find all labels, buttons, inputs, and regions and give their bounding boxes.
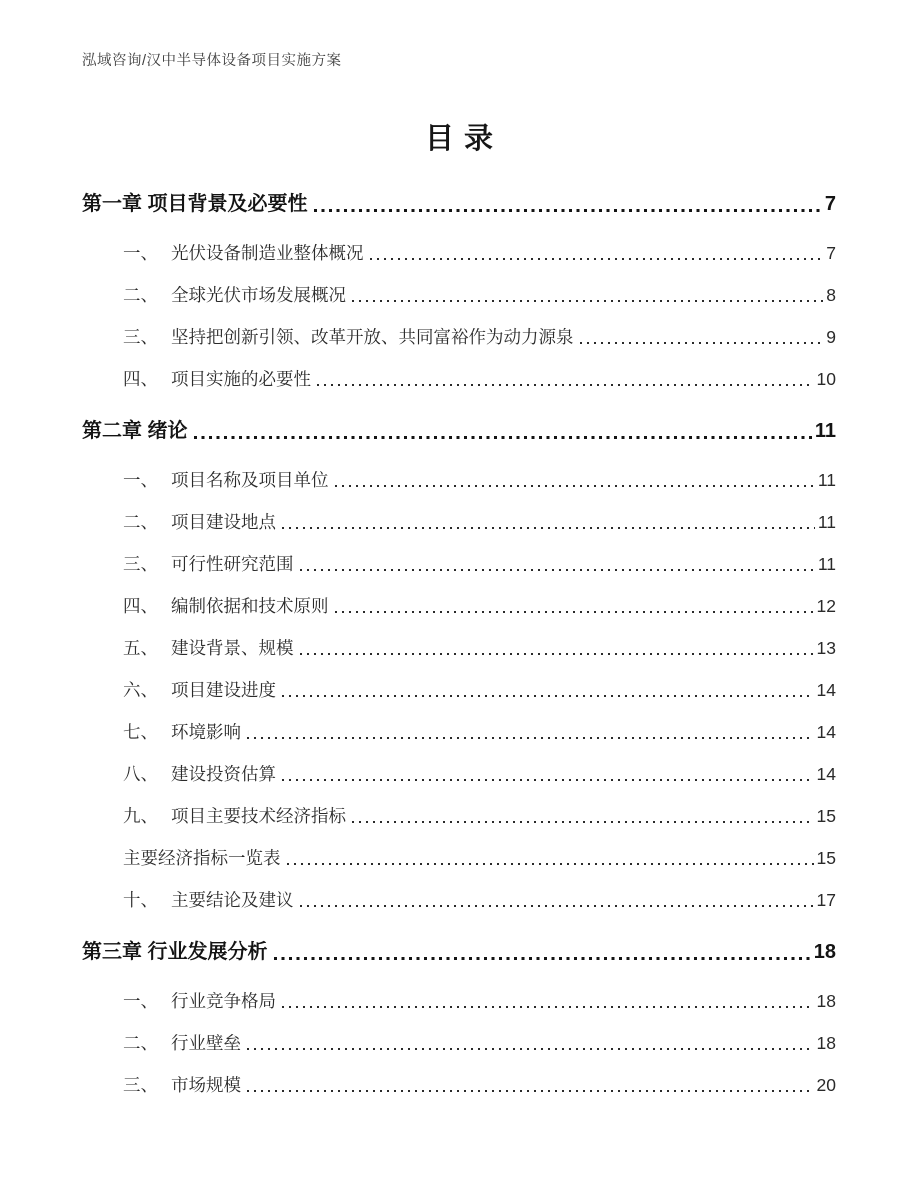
toc-chapter-label: 第三章 行业发展分析 — [82, 941, 268, 963]
toc-item-label: 市场规模 — [171, 1075, 241, 1095]
toc-item-prefix: 一、 — [123, 470, 158, 490]
toc-item-label: 坚持把创新引领、改革开放、共同富裕作为动力源泉 — [171, 327, 574, 347]
toc-item-label: 光伏设备制造业整体概况 — [171, 243, 364, 263]
dot-leader — [247, 737, 814, 739]
toc-item-row[interactable] — [82, 510, 836, 534]
toc-item-row[interactable] — [82, 241, 836, 265]
dot-leader — [352, 300, 823, 302]
toc-item-row[interactable] — [82, 1031, 836, 1055]
toc-item-page-number: 17 — [816, 890, 836, 910]
toc-item-label: 全球光伏市场发展概况 — [171, 285, 346, 305]
dot-leader — [300, 653, 814, 655]
dot-leader — [300, 569, 815, 571]
toc-item-label: 项目建设进度 — [171, 680, 276, 700]
toc-chapter-row-3[interactable] — [82, 939, 836, 965]
table-of-contents — [82, 191, 836, 1097]
toc-item-prefix: 一、 — [123, 991, 158, 1011]
toc-item-page-number: 18 — [816, 991, 836, 1011]
toc-item-row[interactable] — [82, 283, 836, 307]
toc-item-prefix: 一、 — [123, 243, 158, 263]
dot-leader — [282, 779, 814, 781]
toc-chapter-row-2[interactable] — [82, 418, 836, 444]
toc-item-page-number: 8 — [826, 285, 836, 305]
toc-item-row[interactable] — [82, 468, 836, 492]
toc-item-label: 编制依据和技术原则 — [171, 596, 329, 616]
toc-item-row[interactable] — [82, 804, 836, 828]
toc-item-prefix: 三、 — [123, 327, 158, 347]
dot-leader — [335, 611, 814, 613]
toc-item-row[interactable] — [82, 989, 836, 1013]
dot-leader — [352, 821, 814, 823]
toc-item-prefix: 七、 — [123, 722, 158, 742]
toc-item-label: 建设背景、规模 — [171, 638, 294, 658]
toc-item-label: 项目实施的必要性 — [171, 369, 311, 389]
toc-chapter-label: 第一章 项目背景及必要性 — [82, 193, 308, 215]
dot-leader — [317, 384, 814, 386]
dot-leader — [580, 342, 824, 344]
toc-item-page-number: 15 — [816, 806, 836, 826]
toc-item-prefix: 六、 — [123, 680, 158, 700]
toc-item-label: 环境影响 — [171, 722, 241, 742]
toc-item-page-number: 7 — [826, 243, 836, 263]
toc-item-row[interactable] — [82, 636, 836, 660]
page-title: 目录 — [424, 123, 503, 155]
toc-item-page-number: 12 — [816, 596, 836, 616]
toc-item-row[interactable] — [82, 678, 836, 702]
toc-item-row[interactable] — [82, 888, 836, 912]
toc-item-prefix: 二、 — [123, 285, 158, 305]
toc-item-row[interactable] — [82, 367, 836, 391]
toc-item-page-number: 9 — [826, 327, 836, 347]
toc-chapter-page-number: 18 — [813, 941, 836, 963]
toc-chapter-row-1[interactable] — [82, 191, 836, 217]
toc-item-prefix: 八、 — [123, 764, 158, 784]
dot-leader — [335, 485, 815, 487]
toc-item-page-number: 13 — [816, 638, 836, 658]
document-header: 泓域咨询/汉中半导体设备项目实施方案 — [82, 53, 342, 69]
toc-item-page-number: 15 — [816, 848, 836, 868]
toc-item-prefix: 四、 — [123, 596, 158, 616]
toc-item-page-number: 14 — [816, 722, 836, 742]
dot-leader — [287, 863, 814, 865]
toc-item-page-number: 11 — [817, 554, 836, 574]
toc-item-row[interactable] — [82, 594, 836, 618]
dot-leader — [247, 1048, 814, 1050]
toc-item-page-number: 10 — [816, 369, 836, 389]
dot-leader — [282, 1006, 814, 1008]
toc-item-row[interactable] — [82, 720, 836, 744]
toc-item-prefix: 三、 — [123, 554, 158, 574]
toc-item-row[interactable] — [82, 552, 836, 576]
toc-item-label: 可行性研究范围 — [171, 554, 294, 574]
dot-leader — [282, 695, 814, 697]
toc-item-page-number: 14 — [816, 764, 836, 784]
toc-item-row[interactable] — [82, 1073, 836, 1097]
toc-item-page-number: 11 — [817, 470, 836, 490]
toc-item-label: 主要结论及建议 — [171, 890, 294, 910]
toc-item-page-number: 18 — [816, 1033, 836, 1053]
toc-item-prefix: 五、 — [123, 638, 158, 658]
toc-item-prefix: 九、 — [123, 806, 158, 826]
toc-item-row[interactable] — [82, 762, 836, 786]
toc-item-label: 行业竞争格局 — [171, 991, 276, 1011]
toc-item-label: 项目建设地点 — [171, 512, 276, 532]
dot-leader — [274, 957, 811, 960]
dot-leader — [370, 258, 824, 260]
toc-item-page-number: 11 — [817, 512, 836, 532]
toc-item-label: 行业壁垒 — [171, 1033, 241, 1053]
toc-chapter-label: 第二章 绪论 — [82, 420, 188, 442]
toc-item-label: 主要经济指标一览表 — [123, 848, 281, 868]
toc-item-label: 建设投资估算 — [171, 764, 276, 784]
toc-item-page-number: 14 — [816, 680, 836, 700]
toc-chapter-page-number: 7 — [824, 193, 836, 215]
toc-item-prefix: 四、 — [123, 369, 158, 389]
toc-item-row[interactable] — [82, 846, 836, 870]
toc-item-label: 项目主要技术经济指标 — [171, 806, 346, 826]
toc-item-prefix: 二、 — [123, 1033, 158, 1053]
dot-leader — [314, 209, 822, 212]
toc-item-prefix: 三、 — [123, 1075, 158, 1095]
toc-item-prefix: 二、 — [123, 512, 158, 532]
toc-item-page-number: 20 — [816, 1075, 836, 1095]
dot-leader — [247, 1090, 814, 1092]
dot-leader — [282, 527, 815, 529]
toc-item-prefix: 十、 — [123, 890, 158, 910]
dot-leader — [300, 905, 814, 907]
toc-chapter-page-number: 11 — [814, 420, 836, 442]
toc-item-row[interactable] — [82, 325, 836, 349]
dot-leader — [194, 436, 812, 439]
toc-item-label: 项目名称及项目单位 — [171, 470, 329, 490]
